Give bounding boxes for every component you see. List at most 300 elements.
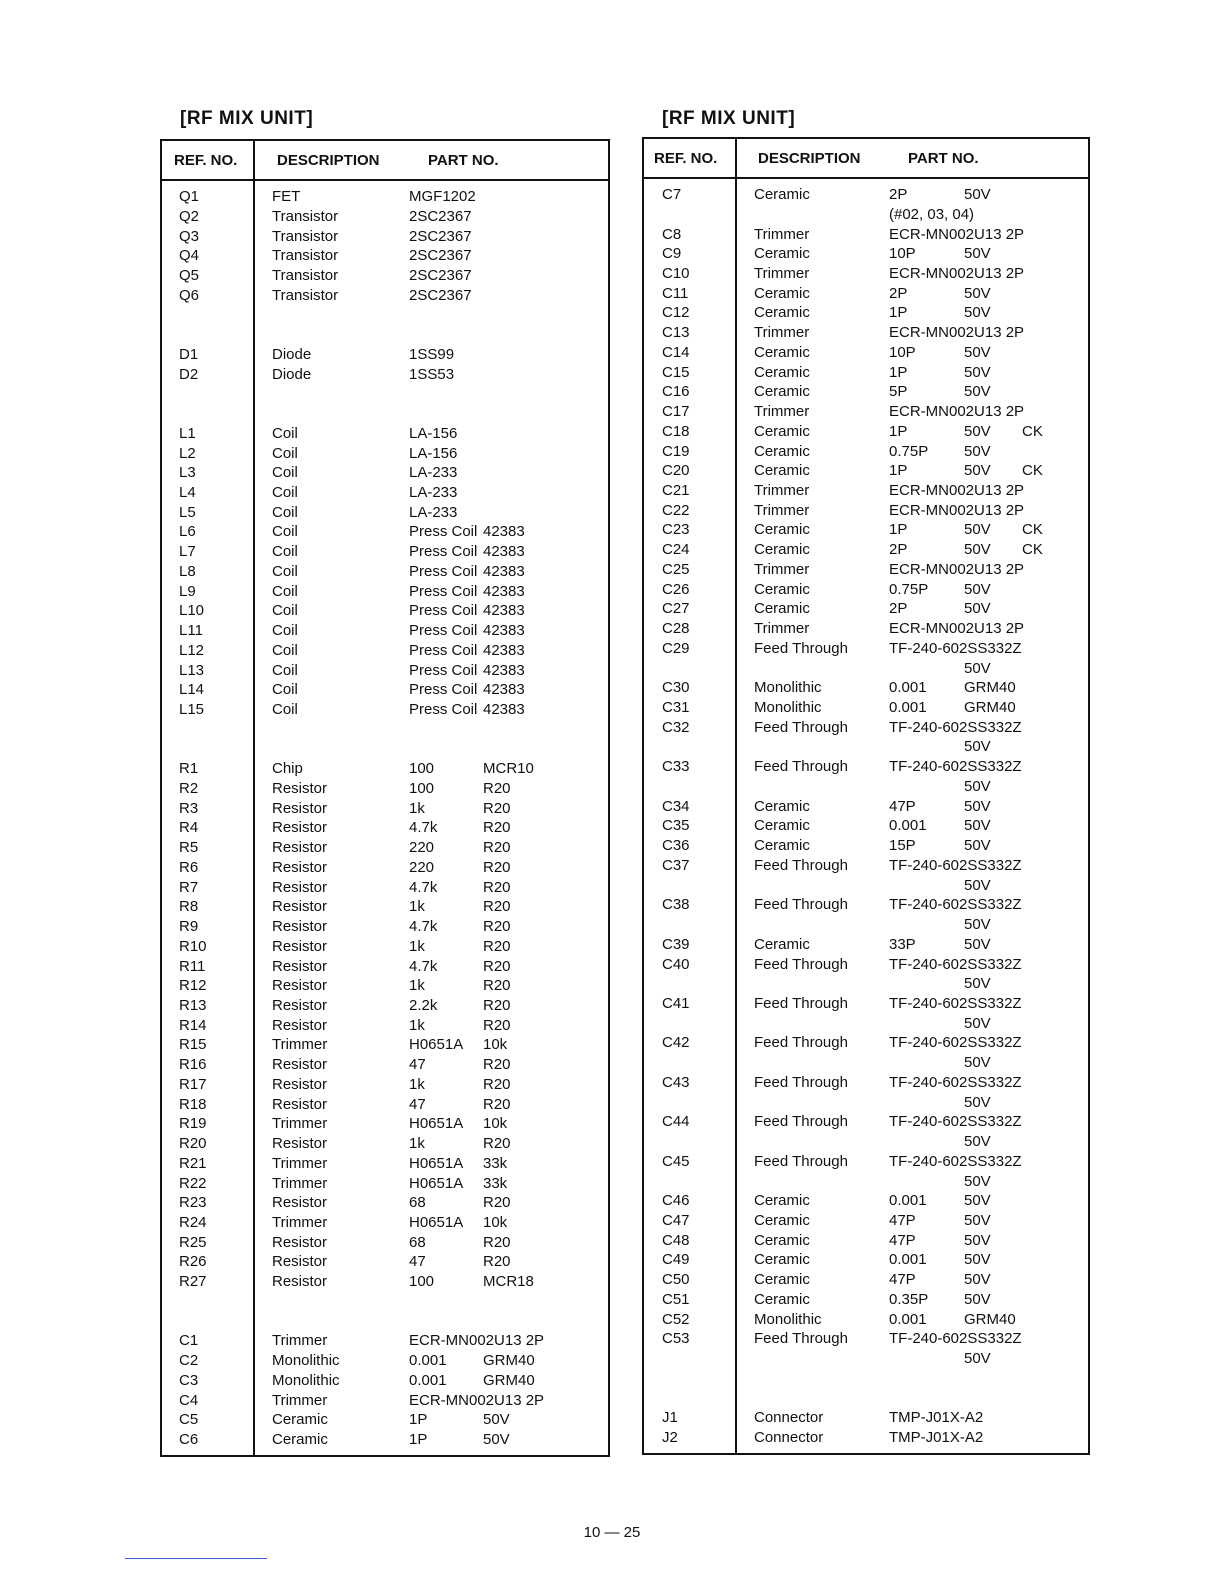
table-row — [162, 621, 608, 641]
table-row — [162, 1272, 608, 1292]
table-row — [162, 1410, 608, 1430]
description-cell: Resistor — [272, 957, 328, 975]
ref-no-cell: C23 — [662, 521, 690, 539]
part-no-cell: TF-240-602SS332Z — [889, 1034, 1022, 1052]
ref-no-cell: C51 — [662, 1290, 690, 1308]
part-spec-cell: R20 — [483, 977, 511, 995]
part-no-cell: 2SC2367 — [409, 227, 472, 245]
part-no-cell: TMP-J01X-A2 — [889, 1429, 984, 1446]
table-row — [162, 483, 608, 503]
description-cell: Ceramic — [754, 363, 810, 381]
part-no-cell: 1P — [889, 304, 908, 322]
description-cell: Feed Through — [754, 1034, 848, 1052]
table-row — [162, 1075, 608, 1095]
ref-no-cell: C43 — [662, 1073, 690, 1091]
part-no-cell: TF-240-602SS332Z — [889, 1113, 1022, 1131]
description-cell: Coil — [272, 523, 298, 541]
description-cell: Coil — [272, 582, 298, 600]
ref-no-cell: L8 — [179, 562, 196, 580]
ref-no-cell: C45 — [662, 1152, 690, 1170]
part-spec-cell: R20 — [483, 1194, 511, 1212]
description-cell: Resistor — [272, 898, 328, 916]
part-no-cell: 220 — [409, 839, 435, 857]
description-cell: Trimmer — [754, 481, 810, 499]
description-cell: Coil — [272, 602, 298, 620]
table-row — [644, 994, 1088, 1014]
part-spec-cell: 50V — [964, 1212, 991, 1229]
part-no-cell: 68 — [409, 1194, 426, 1212]
part-no-cell: ECR-MN002U13 2P — [409, 1391, 545, 1409]
ref-no-cell: C7 — [662, 186, 682, 203]
part-no-cell: 1P — [889, 363, 908, 381]
part-no-cell: 2.2k — [409, 996, 438, 1014]
part-spec-cell: 50V — [964, 1093, 991, 1111]
part-spec-cell: 50V — [964, 541, 991, 559]
table-row — [162, 1430, 608, 1450]
table-row — [644, 481, 1088, 501]
part-no-cell: H0651A — [409, 1115, 464, 1133]
part-no-cell: Press Coil — [409, 661, 478, 679]
description-cell: Resistor — [272, 996, 328, 1014]
part-no-cell: 1SS53 — [409, 365, 455, 383]
part-no-cell: 0.001 — [889, 1310, 927, 1328]
part-spec-cell: R20 — [483, 937, 511, 955]
ref-no-cell: C6 — [179, 1431, 199, 1448]
ref-no-cell: C39 — [662, 935, 690, 953]
part-spec-cell: 50V — [964, 1133, 991, 1150]
table-row — [162, 266, 608, 286]
right-parts-table — [642, 137, 1090, 1455]
table-row — [644, 974, 1088, 994]
description-cell: Resistor — [272, 1194, 328, 1212]
table-row — [644, 225, 1088, 245]
table-row — [162, 582, 608, 602]
table-row — [162, 522, 608, 542]
ref-no-cell: R19 — [179, 1115, 207, 1133]
ref-no-cell: C30 — [662, 679, 690, 697]
description-cell: Resistor — [272, 1253, 328, 1271]
ref-no-cell: L4 — [179, 483, 196, 501]
ref-no-cell: C53 — [662, 1330, 690, 1348]
part-spec-cell: 50V — [964, 1231, 991, 1249]
left-table-header — [162, 141, 608, 181]
table-row — [644, 540, 1088, 560]
table-row — [644, 1093, 1088, 1113]
ref-no-cell: C28 — [662, 620, 690, 638]
table-row — [644, 363, 1088, 383]
table-row — [162, 957, 608, 977]
table-row — [162, 996, 608, 1016]
table-row — [644, 876, 1088, 896]
ref-no-cell: C35 — [662, 817, 690, 835]
left-table-title: [RF MIX UNIT] — [180, 108, 314, 129]
part-no-cell: TF-240-602SS332Z — [889, 1330, 1022, 1348]
description-cell: Monolithic — [754, 679, 822, 697]
table-row — [644, 1270, 1088, 1290]
part-spec-cell: 42383 — [483, 582, 525, 600]
table-row — [162, 1174, 608, 1194]
part-spec-cell: 50V — [964, 797, 991, 815]
part-no-cell: 2P — [889, 284, 908, 302]
ref-no-cell: C52 — [662, 1310, 690, 1328]
description-cell: Coil — [272, 701, 298, 718]
description-cell: Trimmer — [272, 1174, 328, 1192]
description-cell: Ceramic — [754, 1290, 810, 1308]
part-spec-cell: R20 — [483, 1135, 511, 1152]
part-no-cell: 4.7k — [409, 957, 438, 975]
part-spec-cell: 50V — [964, 343, 991, 361]
description-cell: Trimmer — [272, 1214, 328, 1231]
description-cell: Chip — [272, 760, 303, 778]
part-spec-cell: R20 — [483, 779, 511, 797]
ref-no-cell: C17 — [662, 403, 690, 420]
part-no-cell: (#02, 03, 04) — [889, 205, 975, 223]
ref-no-cell: R14 — [179, 1016, 207, 1034]
table-row — [644, 599, 1088, 619]
part-spec-cell: R20 — [483, 1095, 511, 1113]
table-row — [162, 562, 608, 582]
description-cell: Resistor — [272, 1016, 328, 1034]
table-row — [644, 777, 1088, 797]
ref-no-cell: Q3 — [179, 227, 200, 245]
ref-no-cell: C34 — [662, 797, 690, 815]
description-cell: Ceramic — [754, 817, 810, 835]
description-cell: Transistor — [272, 286, 339, 304]
table-row — [644, 323, 1088, 343]
part-no-cell: LA-233 — [409, 503, 458, 521]
part-no-cell: 1P — [889, 521, 908, 539]
part-spec-cell: R20 — [483, 1056, 511, 1074]
table-row — [162, 207, 608, 227]
part-spec-cell: R20 — [483, 799, 511, 817]
description-cell: Ceramic — [272, 1431, 328, 1448]
description-cell: Diode — [272, 345, 312, 363]
description-cell: Feed Through — [754, 718, 848, 736]
table-row — [644, 737, 1088, 757]
ref-no-cell: R18 — [179, 1095, 207, 1113]
ref-no-cell: C25 — [662, 560, 690, 578]
ref-no-cell: C26 — [662, 580, 690, 598]
part-spec-cell: R20 — [483, 1016, 511, 1034]
part-no-cell: LA-156 — [409, 424, 458, 442]
ref-no-cell: R5 — [179, 839, 199, 857]
description-cell: Resistor — [272, 977, 328, 995]
description-cell: Monolithic — [272, 1352, 340, 1370]
ref-no-cell: J1 — [662, 1409, 678, 1427]
description-cell: Coil — [272, 681, 298, 699]
part-no-cell: ECR-MN002U13 2P — [889, 324, 1025, 342]
ref-no-cell: L12 — [179, 641, 205, 659]
table-row — [644, 560, 1088, 580]
description-cell: Resistor — [272, 878, 328, 896]
table-row — [644, 718, 1088, 738]
part-no-cell: 47P — [889, 797, 916, 815]
part-no-header: PART NO. — [428, 152, 499, 169]
ref-no-header: REF. NO. — [174, 152, 238, 169]
table-row — [162, 1331, 608, 1351]
part-no-cell: ECR-MN002U13 2P — [889, 481, 1025, 499]
table-row — [644, 1408, 1088, 1428]
description-cell: Coil — [272, 622, 298, 640]
part-no-cell: LA-156 — [409, 444, 458, 462]
ref-no-cell: R24 — [179, 1214, 207, 1231]
part-spec-cell: 50V — [964, 659, 991, 677]
ref-no-cell: R3 — [179, 799, 199, 817]
part-no-cell: 2SC2367 — [409, 247, 472, 265]
table-row — [162, 838, 608, 858]
ref-no-cell: L11 — [179, 622, 203, 640]
ref-no-cell: R6 — [179, 858, 199, 876]
description-cell: Ceramic — [754, 284, 810, 302]
part-no-cell: TF-240-602SS332Z — [889, 639, 1022, 657]
part-spec-cell: 33k — [483, 1174, 508, 1192]
table-row — [162, 976, 608, 996]
table-row — [644, 284, 1088, 304]
ref-no-cell: C33 — [662, 758, 690, 776]
description-cell: Ceramic — [754, 837, 810, 855]
description-cell: Coil — [272, 543, 298, 561]
description-cell: Feed Through — [754, 758, 848, 776]
part-no-cell: H0651A — [409, 1036, 464, 1054]
description-cell: Ceramic — [754, 935, 810, 953]
description-cell: Coil — [272, 641, 298, 659]
table-row — [644, 915, 1088, 935]
description-cell: Feed Through — [754, 896, 848, 914]
part-no-cell: 47 — [409, 1253, 426, 1271]
part-spec-cell: 50V — [964, 442, 991, 460]
table-row — [644, 1250, 1088, 1270]
part-spec-cell: 50V — [964, 245, 991, 263]
ref-no-header: REF. NO. — [654, 150, 718, 167]
part-spec-cell: 50V — [964, 521, 991, 539]
ref-no-cell: C11 — [662, 284, 689, 302]
table-row — [644, 619, 1088, 639]
part-no-cell: ECR-MN002U13 2P — [889, 264, 1025, 282]
part-spec-cell: R20 — [483, 1253, 511, 1271]
description-cell: Resistor — [272, 839, 328, 857]
part-no-cell: 1k — [409, 1135, 425, 1152]
part-no-cell: 0.001 — [409, 1352, 447, 1370]
table-row — [162, 680, 608, 700]
table-row — [162, 1095, 608, 1115]
ref-no-cell: C41 — [662, 994, 690, 1012]
ref-no-cell: C14 — [662, 343, 690, 361]
table-row — [162, 1371, 608, 1391]
footer-rule — [125, 1558, 267, 1559]
table-row — [644, 1310, 1088, 1330]
ref-no-cell: L2 — [179, 444, 196, 462]
description-cell: Trimmer — [754, 225, 810, 243]
part-spec-cell: R20 — [483, 1075, 511, 1093]
part-spec-cell: 50V — [964, 186, 991, 203]
part-no-cell: TF-240-602SS332Z — [889, 1152, 1022, 1170]
description-cell: Ceramic — [754, 186, 810, 203]
table-row — [644, 1132, 1088, 1152]
description-cell: Coil — [272, 562, 298, 580]
description-cell: Ceramic — [754, 797, 810, 815]
part-no-cell: 1P — [409, 1411, 428, 1429]
part-spec-cell: 42383 — [483, 602, 525, 620]
table-row — [162, 1252, 608, 1272]
table-row — [644, 1329, 1088, 1349]
table-row — [162, 1134, 608, 1154]
part-spec-cell: 50V — [964, 284, 991, 302]
description-cell: Transistor — [272, 247, 339, 265]
part-spec-cell: 33k — [483, 1154, 508, 1172]
ref-no-cell: R12 — [179, 977, 207, 995]
ref-no-cell: C21 — [662, 481, 690, 499]
ref-no-cell: Q1 — [179, 188, 200, 205]
table-row — [644, 205, 1088, 225]
description-cell: Ceramic — [754, 245, 810, 263]
part-spec-cell: R20 — [483, 1233, 511, 1251]
table-row — [644, 1014, 1088, 1034]
ref-no-cell: R11 — [179, 957, 206, 975]
part-no-cell: 1k — [409, 1075, 425, 1093]
part-spec-cell: GRM40 — [483, 1352, 535, 1370]
description-cell: Trimmer — [272, 1391, 328, 1409]
description-cell: Resistor — [272, 819, 328, 837]
part-spec-cell: R20 — [483, 878, 511, 896]
ref-no-cell: C9 — [662, 245, 682, 263]
ref-no-cell: C46 — [662, 1192, 690, 1210]
ref-no-cell: L1 — [179, 424, 196, 442]
part-no-cell: 5P — [889, 383, 908, 401]
part-no-cell: 100 — [409, 760, 435, 778]
part-no-cell: 15P — [889, 837, 916, 855]
description-cell: Diode — [272, 365, 312, 383]
part-spec-cell: R20 — [483, 957, 511, 975]
part-no-cell: 47 — [409, 1095, 426, 1113]
description-cell: Trimmer — [272, 1332, 328, 1350]
description-cell: Ceramic — [272, 1411, 328, 1429]
part-spec-cell: R20 — [483, 918, 511, 935]
ref-no-cell: L10 — [179, 602, 205, 620]
ref-no-cell: Q5 — [179, 266, 200, 284]
part-no-cell: 1P — [889, 422, 908, 440]
description-cell: Trimmer — [754, 560, 810, 578]
part-no-cell: 2SC2367 — [409, 266, 472, 284]
ref-no-cell: C36 — [662, 837, 690, 855]
part-no-cell: 2P — [889, 186, 908, 203]
ref-no-cell: R13 — [179, 996, 207, 1014]
part-spec-cell: 50V — [964, 383, 991, 401]
part-spec-cell: GRM40 — [964, 1310, 1016, 1328]
part-spec-cell: R20 — [483, 996, 511, 1014]
description-cell: Coil — [272, 464, 298, 482]
part-spec-cell: R20 — [483, 858, 511, 876]
table-row — [162, 799, 608, 819]
description-cell: Coil — [272, 424, 298, 442]
ref-no-cell: D2 — [179, 365, 199, 383]
ref-no-cell: R22 — [179, 1174, 207, 1192]
part-spec-cell: R20 — [483, 819, 511, 837]
part-spec-cell: 50V — [964, 1350, 991, 1368]
table-row — [644, 935, 1088, 955]
description-header: DESCRIPTION — [277, 152, 380, 169]
description-cell: Ceramic — [754, 580, 810, 598]
ref-no-cell: C49 — [662, 1251, 690, 1269]
table-row — [162, 897, 608, 917]
table-row — [162, 759, 608, 779]
ref-no-cell: R9 — [179, 918, 199, 935]
ref-no-cell: R21 — [179, 1154, 207, 1172]
description-cell: Resistor — [272, 858, 328, 876]
description-cell: Ceramic — [754, 1192, 810, 1210]
table-row — [162, 227, 608, 247]
description-cell: Resistor — [272, 1056, 328, 1074]
part-no-cell: 1k — [409, 977, 425, 995]
part-no-cell: Press Coil — [409, 622, 478, 640]
description-header: DESCRIPTION — [758, 150, 861, 167]
description-cell: Resistor — [272, 1135, 328, 1152]
part-no-cell: H0651A — [409, 1214, 464, 1231]
part-no-cell: 2P — [889, 541, 908, 559]
ref-no-cell: R10 — [179, 937, 207, 955]
ref-no-cell: C22 — [662, 501, 690, 519]
ref-no-cell: R4 — [179, 819, 199, 837]
part-spec-cell: 50V — [964, 422, 991, 440]
description-cell: Resistor — [272, 918, 328, 935]
description-cell: FET — [272, 188, 301, 205]
ref-no-cell: R23 — [179, 1194, 207, 1212]
description-cell: Ceramic — [754, 1212, 810, 1229]
part-no-cell: 1P — [409, 1431, 428, 1448]
description-cell: Transistor — [272, 207, 339, 225]
part-no-cell: Press Coil — [409, 543, 478, 561]
ref-no-cell: C31 — [662, 699, 690, 716]
table-row — [644, 797, 1088, 817]
part-no-cell: 47P — [889, 1271, 916, 1289]
part-spec-cell: 42383 — [483, 701, 525, 718]
description-cell: Feed Through — [754, 1113, 848, 1131]
table-row — [644, 1290, 1088, 1310]
description-cell: Monolithic — [272, 1371, 340, 1389]
part-no-cell: 1k — [409, 898, 425, 916]
ref-no-cell: R17 — [179, 1075, 207, 1093]
part-no-cell: 1P — [889, 462, 908, 480]
table-row — [644, 1112, 1088, 1132]
table-row — [162, 1213, 608, 1233]
part-no-cell: Press Coil — [409, 582, 478, 600]
part-spec-cell: GRM40 — [964, 679, 1016, 697]
part-spec-cell: 50V — [964, 304, 991, 322]
part-spec-cell: 50V — [483, 1431, 510, 1448]
description-cell: Resistor — [272, 1075, 328, 1093]
part-no-cell: TF-240-602SS332Z — [889, 955, 1022, 973]
table-row — [644, 244, 1088, 264]
table-row — [644, 678, 1088, 698]
description-cell: Ceramic — [754, 541, 810, 559]
part-no-cell: 68 — [409, 1233, 426, 1251]
table-row — [162, 463, 608, 483]
ref-no-cell: C29 — [662, 639, 690, 657]
table-row — [644, 639, 1088, 659]
part-no-cell: 1SS99 — [409, 345, 455, 363]
part-no-cell: 47P — [889, 1231, 916, 1249]
part-no-cell: 1k — [409, 1016, 425, 1034]
part-grade-cell: CK — [1022, 521, 1043, 539]
part-no-cell: 0.001 — [889, 699, 927, 716]
description-cell: Ceramic — [754, 1271, 810, 1289]
table-row — [644, 659, 1088, 679]
ref-no-cell: C4 — [179, 1391, 199, 1409]
ref-no-cell: R20 — [179, 1135, 207, 1152]
description-cell: Ceramic — [754, 462, 810, 480]
description-cell: Feed Through — [754, 994, 848, 1012]
part-no-cell: 0.75P — [889, 442, 929, 460]
ref-no-cell: C40 — [662, 955, 690, 973]
